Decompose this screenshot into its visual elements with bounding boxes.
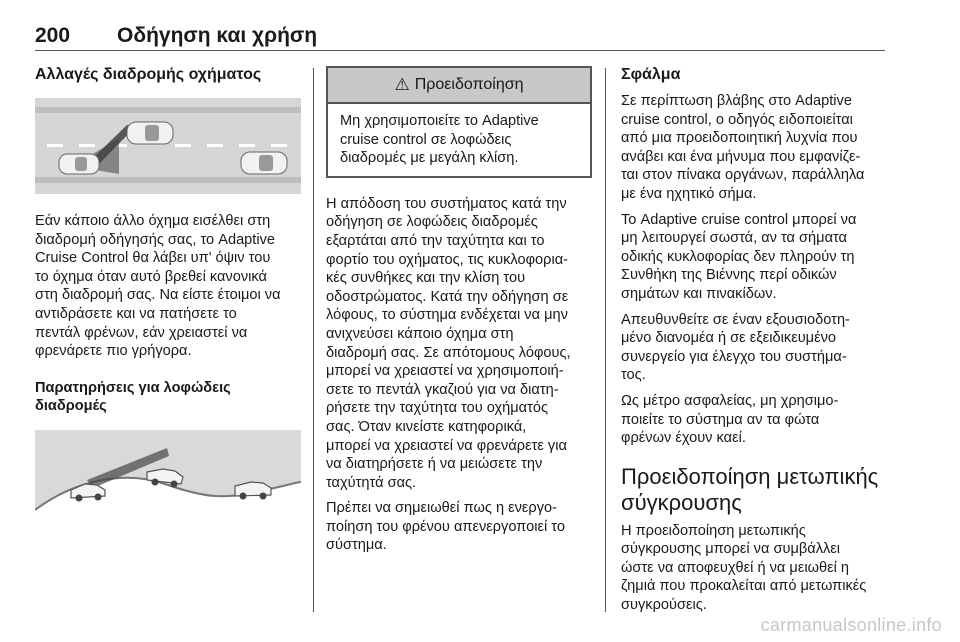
warning-text: Μη χρησιμοποιείτε το Adaptive cruise control σε λοφώδεις διαδρομές με μεγάλη κλίση. [340,113,539,167]
right-column [621,66,891,615]
forward-collision-paragraph: Η προειδοποίηση μετωπικής σύγκρουσης μπορεί να συμβάλλει ώστε να αποφευχθεί ή να μειωθεί η ζημιά που προκαλείται από μετωπικές συγκρούσεις. [621,522,867,614]
left-column [35,66,301,534]
middle-column [326,66,592,555]
column-divider-1 [313,68,314,612]
warning-title: Προειδοποίηση [414,76,524,93]
column-divider-2 [605,68,606,612]
vienna-convention-paragraph: Το Adaptive cruise control μπορεί να μη λειτουργεί σωστά, αν τα σήματα οδικής κυκλοφορίας δεν πληρούν τη Συνθήκη της Βιέννης περί οδικών σημάτων και πινακίδων. [621,211,857,302]
page-number: 200 [35,24,71,47]
warning-triangle-icon: ⚠ [394,75,410,94]
lane-change-illustration [35,98,301,194]
warning-box [326,66,592,178]
lane-change-heading: Αλλαγές διαδρομής οχήματος [35,66,262,83]
page-title: Οδήγηση και χρήση [117,24,318,47]
lane-change-paragraph: Εάν κάποιο άλλο όχημα εισέλθει στη διαδρομή οδήγησής σας, το Adaptive Cruise Control θα λάβει υπ' όψιν του το όχημα όταν αυτό βρεθεί κανονικά στη διαδρομή σας. Να είστε έτοιμοι να αντιδράσετε και να πατήσετε το πεντάλ φρένων, εάν χρειαστεί να φρενάρετε πιο γρήγορα. [35,213,281,360]
watermark: carmanualsonline.info [760,615,942,635]
page-header [35,22,885,52]
fault-paragraph: Σε περίπτωση βλάβης στο Adaptive cruise control, ο οδηγός ειδοποιείται από μια προειδοποιητική λυχνία που ανάβει και ένα μήνυμα που εμφανίζε- ται στον πίνακα οργάνων, παράλληλα με ένα ηχητικό σήμα. [621,93,865,202]
header-rule [35,50,885,51]
service-paragraph: Απευθυνθείτε σε έναν εξουσιοδοτη- μένο διανομέα ή σε εξειδικευμένο συνεργείο για έλεγχο του συστήμα- τος. [621,311,850,384]
hilly-roads-subheading: Παρατηρήσεις για λοφώδεις διαδρομές [35,379,231,415]
warning-header [328,68,590,104]
hill-performance-paragraph: Η απόδοση του συστήματος κατά την οδήγηση σε λοφώδεις διαδρομές εξαρτάται από την ταχύτητα και το φορτίο του οχήματος, τις κυκλοφορια- κές συνθήκες και την κλίση του οδοστρώματος. Κατά την οδήγηση σε λόφους, το σύστημα ενδέχεται να μην ανιχνεύσει κάποιο όχημα στη διαδρομή σας. Σε απότομους λόφους, μπορεί να χρειαστεί να χρησιμοποιή- σετε το πεντάλ γκαζιού για να διατη- ρήσετε την ταχύτητα του οχήματός σας. Όταν κινείστε κατηφορικά, μπορεί να χρειαστεί να φρενάρετε για να διατηρήσετε ή να μειώσετε την ταχύτητά σας. [326,195,571,491]
brake-deactivation-paragraph: Πρέπει να σημειωθεί πως η ενεργο- ποίηση του φρένου απενεργοποιεί το σύστημα. [326,500,565,554]
hilly-road-illustration [35,430,301,534]
brake-lights-paragraph: Ως μέτρο ασφαλείας, μη χρησιμο- ποιείτε το σύστημα αν τα φώτα φρένων έχουν καεί. [621,392,839,447]
fault-heading: Σφάλμα [621,66,681,83]
forward-collision-heading: Προειδοποίηση μετωπικής σύγκρουσης [621,463,879,515]
